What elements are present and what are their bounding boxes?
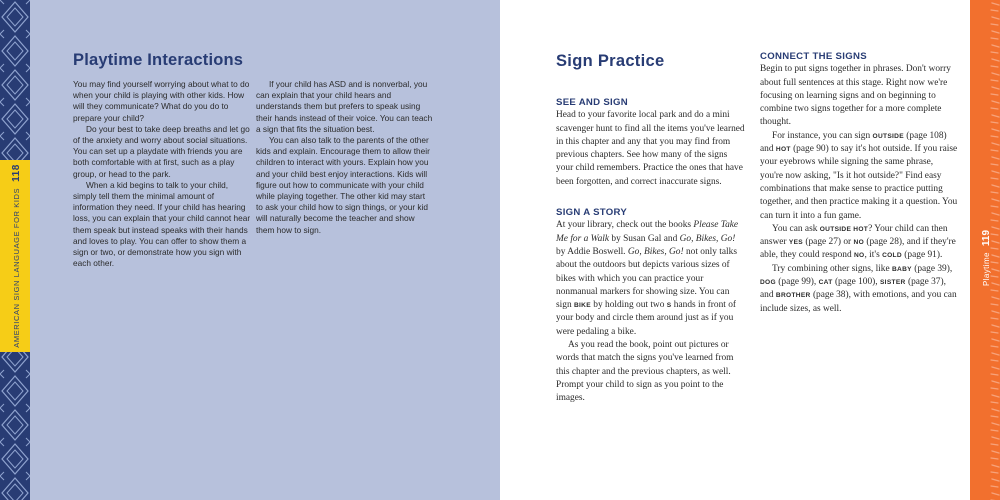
paragraph: At your library, check out the books Please Take Me for a Walk by Susan Gal and Go, Bikes, Go! by Addie Boswell. Go, Bikes, Go! not only talks about the outdoors but depicts various sizes of bikes with which you can practice your nonmanual markers for showing size. You can sign BIKE by holding out two S hands in front of your body and circle them around just as if you were pedaling a bike. — [556, 220, 739, 337]
right-running-head — [976, 230, 994, 286]
left-running-head — [6, 164, 24, 348]
text-column-2 — [760, 50, 958, 316]
page-number: 119 — [981, 229, 992, 247]
running-head-title: Playtime — [982, 252, 991, 287]
section-title: Playtime Interactions — [73, 51, 244, 69]
right-page — [500, 0, 1000, 500]
paragraph: Head to your favorite local park and do a mini scavenger hunt to find all the items you've learned in this chapter and any that you may find from previous chapters. See how many of the signs your child remembers. Practice the ones that have been forgotten, and correct inaccurate signs. — [556, 110, 745, 187]
paragraph: If your child has ASD and is nonverbal, you can explain that your child hears and understands them but prefers to speak using their hands instead of their voice. You can teach a sign that fits the situation best. — [256, 79, 433, 134]
section-title: Sign Practice — [556, 52, 665, 70]
page-tab-orange — [970, 0, 1000, 500]
subheading-see-and-sign: SEE AND SIGN — [556, 97, 629, 108]
paragraph: Try combining other signs, like BABY (page 39), DOG (page 99), CAT (page 100), SISTER (page 37), and BROTHER (page 38), with emotions, and you can include sizes, as well. — [760, 263, 957, 314]
paragraph: Begin to put signs together in phrases. Don't worry about full sentences at this stage. Right now we're focusing on learning signs and on beginning to combine two signs together for a more complete thought. — [760, 64, 951, 128]
subheading-connect-the-signs: CONNECT THE SIGNS — [760, 51, 867, 62]
text-column-2 — [256, 79, 434, 236]
paragraph: As you read the book, point out pictures or words that match the signs you've learned from this chapter and the previous chapters, as well. Prompt your child to sign as you point to the images. — [556, 340, 734, 404]
paragraph: You can also talk to the parents of the other kids and explain. Encourage them to allow their children to interact with yours. Explain how you and your child best enjoy interactions. Kids will figure out how to communicate with your child while playing together. The other kid may start to ask your child how to sign things, or your kid will naturally become the teacher and show them how to sign. — [256, 135, 430, 235]
paragraph: When a kid begins to talk to your child, simply tell them the minimal amount of information they need. If your child has hearing loss, you can explain that your child cannot hear them speak but instead speaks with their hands and loves to play. You can offer to show them a sign or two, or demonstrate how you sign with each other. — [73, 179, 251, 269]
page-number: 118 — [11, 164, 22, 182]
text-column-1 — [73, 79, 251, 269]
paragraph: Do your best to take deep breaths and let go of the anxiety and worry about social situations. You can set up a playdate with friends you are both comfortable with at first, such as a play group, or head to the park. — [73, 123, 250, 179]
paragraph: You may find yourself worrying about what to do when your child is playing with other kids. How will they communicate? What do you do to prepare your child? — [73, 79, 250, 123]
text-column-1 — [556, 96, 746, 406]
subheading-sign-a-story: SIGN A STORY — [556, 207, 628, 219]
running-head-title: AMERICAN SIGN LANGUAGE FOR KIDS — [12, 187, 21, 348]
paragraph: For instance, you can sign OUTSIDE (page 108) and HOT (page 90) to say it's hot outside. If you raise your eyebrows while signing the same phrase, you're now asking, "Is it hot outside?" Find easy combinations that make sense to practice putting together, and then practice making it a question. You can turn it into a fun game. — [760, 130, 958, 221]
paragraph: You can ask OUTSIDE HOT? Your child can then answer YES (page 27) or NO (page 28), and if they're able, they could respond NO, it's COLD (page 91). — [760, 223, 956, 261]
